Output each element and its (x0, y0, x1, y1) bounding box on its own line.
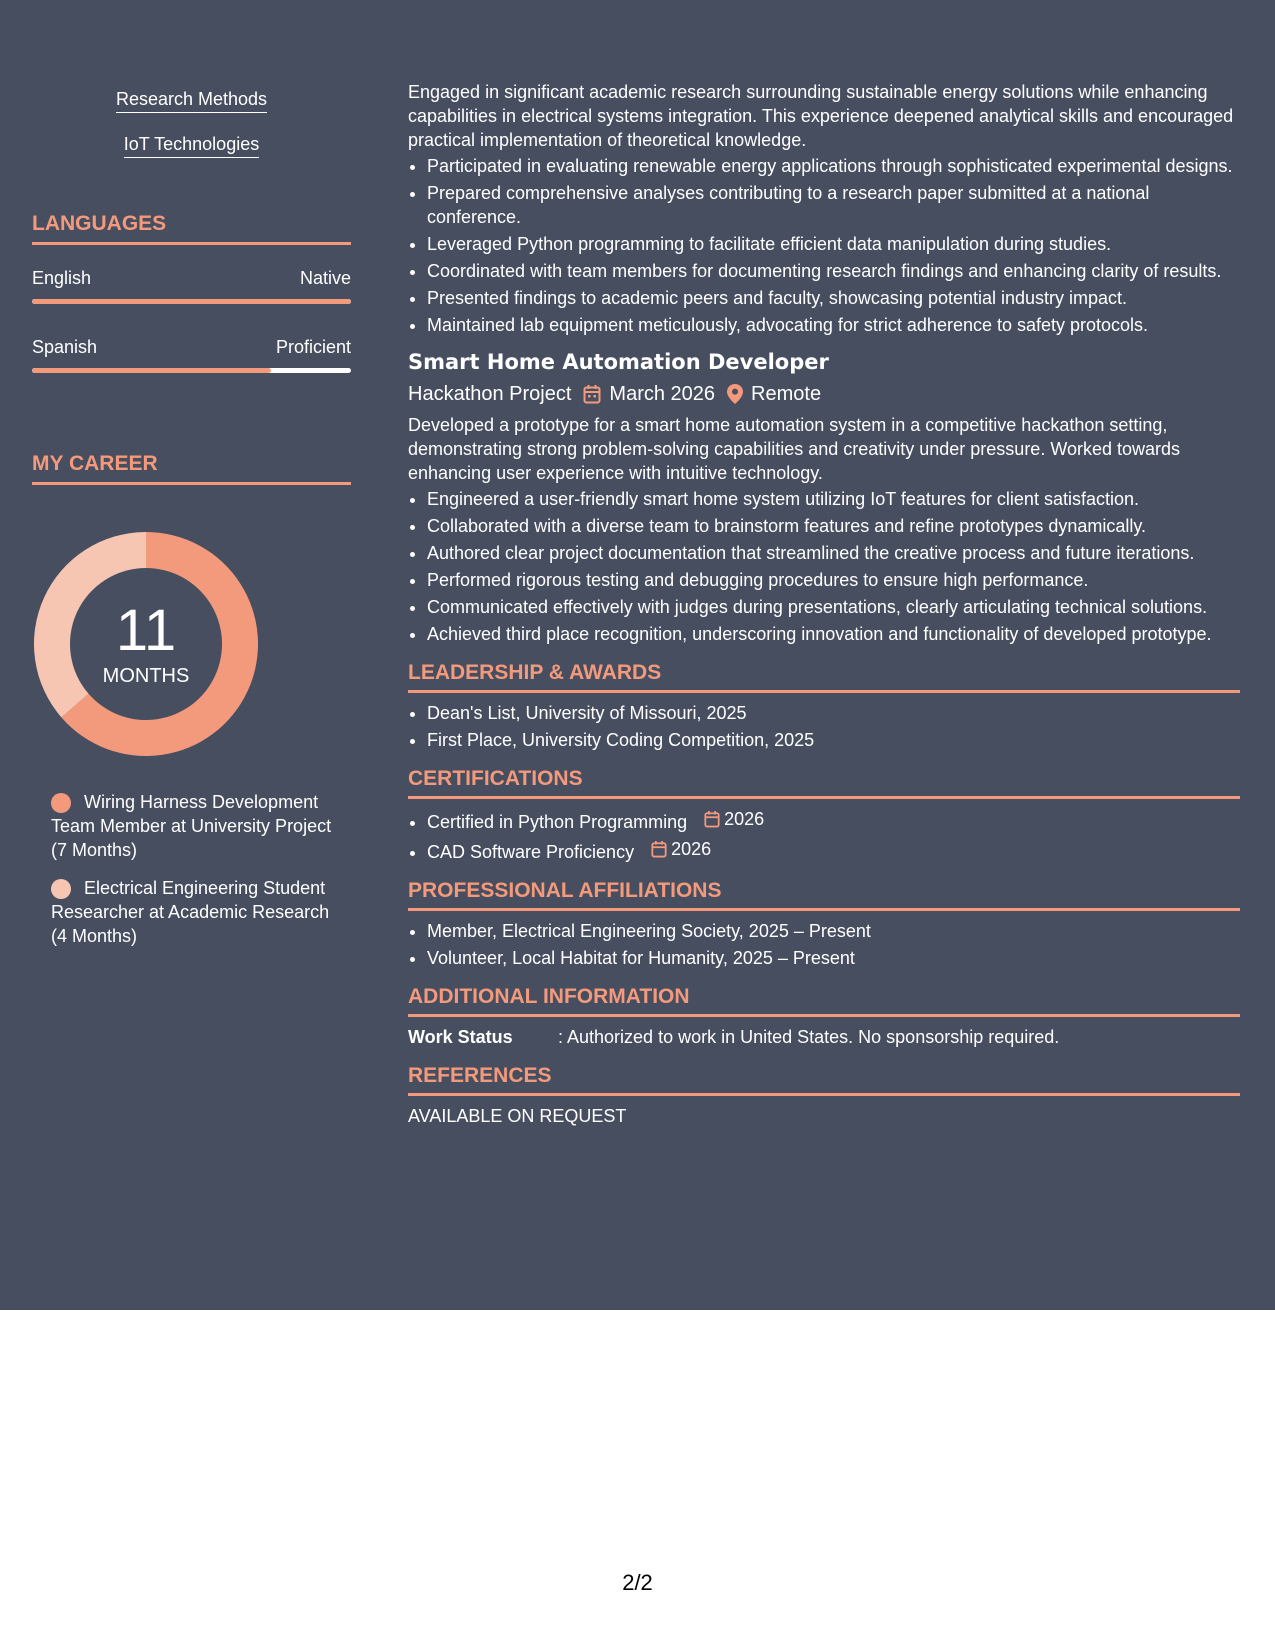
job-summary: Developed a prototype for a smart home automation system in a competitive hackathon setting, demonstrating strong problem-solving capabilities and creativity under pressure. Worked towards enhancing user experience with intuitive technology. (408, 415, 1181, 483)
language-level-fill (32, 368, 271, 373)
calendar-icon (651, 840, 667, 858)
career-total-unit: MONTHS (102, 665, 190, 687)
career-total-value: 11 (115, 598, 177, 663)
language-name: Spanish (32, 337, 98, 357)
bullet-item: • Performed rigorous testing and debugging procedures to ensure high performance. (427, 568, 1240, 592)
career-heading: MY CAREER (32, 452, 351, 485)
additional-info-heading: ADDITIONAL INFORMATION (408, 984, 1240, 1017)
calendar-icon (583, 384, 601, 404)
affiliation-item: • Member, Electrical Engineering Society, 2025 – Present (427, 919, 1240, 943)
bullet-item: • Prepared comprehensive analyses contributing to a research paper submitted at a national conference. (427, 181, 1240, 229)
calendar-icon (704, 810, 720, 828)
bullet-item: • Presented findings to academic peers and faculty, showcasing potential industry impact. (427, 286, 1240, 310)
right-column (408, 80, 1240, 1128)
language-level: Proficient (275, 337, 351, 357)
page-number: 2/2 (622, 1570, 653, 1595)
language-row (32, 336, 351, 360)
career-legend (51, 790, 341, 962)
skill-link[interactable]: IoT Technologies (124, 133, 259, 158)
job-meta (408, 381, 1240, 407)
references-text: AVAILABLE ON REQUEST (408, 1106, 627, 1126)
language-level-fill (32, 299, 351, 304)
career-legend-item (51, 876, 341, 948)
bullet-item: • Leveraged Python programming to facilitate efficient data manipulation during studies. (427, 232, 1240, 256)
bullet-item: • Collaborated with a diverse team to brainstorm features and refine prototypes dynamically. (427, 514, 1240, 538)
job-company: Hackathon Project (408, 383, 572, 405)
bullet-item: • Coordinated with team members for documenting research findings and enhancing clarity of results. (427, 259, 1240, 283)
bullet-item: • Maintained lab equipment meticulously, advocating for strict adherence to safety protocols. (427, 313, 1240, 337)
language-level-bar (32, 368, 351, 373)
award-item: • Dean's List, University of Missouri, 2025 (427, 701, 1240, 725)
certification-item (427, 837, 1240, 864)
language-name: English (32, 268, 92, 288)
bullet-item: • Participated in evaluating renewable energy applications through sophisticated experimental designs. (427, 154, 1240, 178)
work-status-label: Work Status (408, 1027, 513, 1047)
career-dot-icon (51, 879, 71, 899)
location-pin-icon (727, 384, 743, 404)
job-title: Smart Home Automation Developer (408, 350, 829, 374)
certification-year: 2026 (724, 809, 765, 829)
leadership-heading: LEADERSHIP & AWARDS (408, 660, 1240, 693)
work-status-value: : Authorized to work in United States. No sponsorship required. (558, 1027, 1060, 1047)
career-legend-text: Electrical Engineering Student Researcher at Academic Research (4 Months) (51, 878, 330, 946)
languages-heading: LANGUAGES (32, 212, 351, 245)
career-legend-text: Wiring Harness Development Team Member at University Project (7 Months) (51, 792, 332, 860)
affiliations-list (408, 919, 1240, 970)
language-row (32, 267, 351, 291)
certification-name: Certified in Python Programming (427, 812, 688, 832)
bullet-item: • Authored clear project documentation that streamlined the creative process and future iterations. (427, 541, 1240, 565)
bullet-item: • Achieved third place recognition, underscoring innovation and functionality of developed prototype. (427, 622, 1240, 646)
certification-year: 2026 (671, 839, 712, 859)
affiliation-item: • Volunteer, Local Habitat for Humanity, 2025 – Present (427, 946, 1240, 970)
certifications-heading: CERTIFICATIONS (408, 766, 1240, 799)
career-dot-icon (51, 793, 71, 813)
certification-item (427, 807, 1240, 834)
skill-link[interactable]: Research Methods (116, 88, 267, 113)
leadership-list (408, 701, 1240, 752)
job-date: March 2026 (609, 383, 716, 405)
research-bullets (408, 154, 1240, 337)
award-item: • First Place, University Coding Competition, 2025 (427, 728, 1240, 752)
work-status-row (408, 1025, 1240, 1049)
job-location: Remote (751, 383, 822, 405)
research-summary: Engaged in significant academic research surrounding sustainable energy solutions while enhancing capabilities in electrical systems integration. This experience deepened analytical skills and encouraged practical implementation of theoretical knowledge. (408, 82, 1234, 150)
job-bullets (408, 487, 1240, 646)
certification-name: CAD Software Proficiency (427, 842, 635, 862)
career-legend-item (51, 790, 341, 862)
language-level-bar (32, 299, 351, 304)
references-heading: REFERENCES (408, 1063, 1240, 1096)
bullet-item: • Engineered a user-friendly smart home system utilizing IoT features for client satisfaction. (427, 487, 1240, 511)
bullet-item: • Communicated effectively with judges during presentations, clearly articulating technical solutions. (427, 595, 1240, 619)
affiliations-heading: PROFESSIONAL AFFILIATIONS (408, 878, 1240, 911)
language-level: Native (299, 268, 351, 288)
certifications-list (408, 807, 1240, 864)
